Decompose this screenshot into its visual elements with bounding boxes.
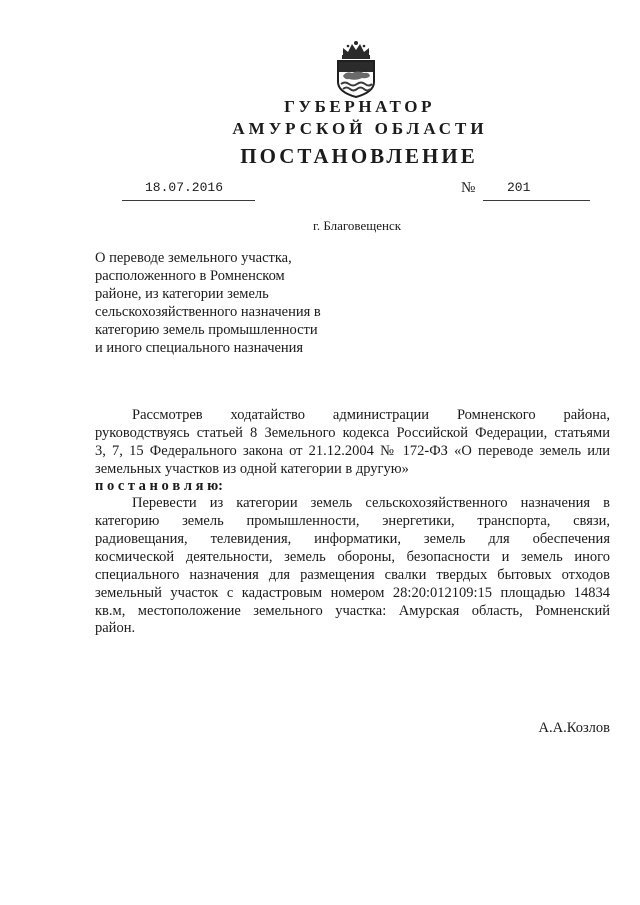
- resolve-word: п о с т а н о в л я ю:: [95, 478, 223, 494]
- document-number: 201: [507, 180, 531, 195]
- subject-line: районе, из категории земель: [95, 286, 269, 302]
- decision-line: специального назначения для размещения свалки твердых бытовых отходов: [95, 567, 610, 583]
- city-name: г. Благовещенск: [312, 218, 402, 233]
- subject-line: сельскохозяйственного назначения в: [95, 304, 321, 320]
- subject-line: категорию земель промышленности: [95, 322, 318, 338]
- document-type-title: ПОСТАНОВЛЕНИЕ: [240, 144, 478, 168]
- decision-line: космической деятельности, земель обороны, безопасности и земель иного: [95, 549, 610, 565]
- preamble-line: Рассмотрев ходатайство администрации Ромненского района,: [132, 407, 610, 423]
- preamble-line: 3, 7, 15 Федерального закона от 21.12.2004 № 172-ФЗ «О переводе земель или: [95, 443, 610, 459]
- number-underline: [483, 200, 590, 201]
- decision-line: земельный участок с кадастровым номером 28:20:012109:15 площадью 14834: [95, 585, 610, 601]
- subject-line: расположенного в Ромненском: [95, 268, 285, 284]
- authority-title-line1: ГУБЕРНАТОР: [284, 97, 436, 116]
- preamble-line: земельных участков из одной категории в другую»: [95, 461, 409, 477]
- preamble-line: руководствуясь статьей 8 Земельного кодекса Российской Федерации, статьями: [95, 425, 610, 441]
- decision-line: радиовещания, телевидения, информатики, земель для обеспечения: [95, 531, 610, 547]
- number-sign: №: [461, 180, 476, 196]
- date-underline: [122, 200, 255, 201]
- coat-of-arms-icon: [334, 40, 378, 98]
- subject-line: О переводе земельного участка,: [95, 250, 292, 266]
- decision-line: Перевести из категории земель сельскохозяйственного назначения в: [132, 495, 610, 511]
- document-date: 18.07.2016: [145, 180, 224, 195]
- decision-line: район.: [95, 620, 136, 636]
- decision-line: кв.м, местоположение земельного участка: Амурская область, Ромненский: [95, 603, 610, 619]
- signatory-name: А.А.Козлов: [538, 720, 610, 736]
- subject-line: и иного специального назначения: [95, 340, 304, 356]
- authority-title-line2: АМУРСКОЙ ОБЛАСТИ: [232, 119, 488, 138]
- decision-line: категорию земель промышленности, энергетики, транспорта, связи,: [95, 513, 610, 529]
